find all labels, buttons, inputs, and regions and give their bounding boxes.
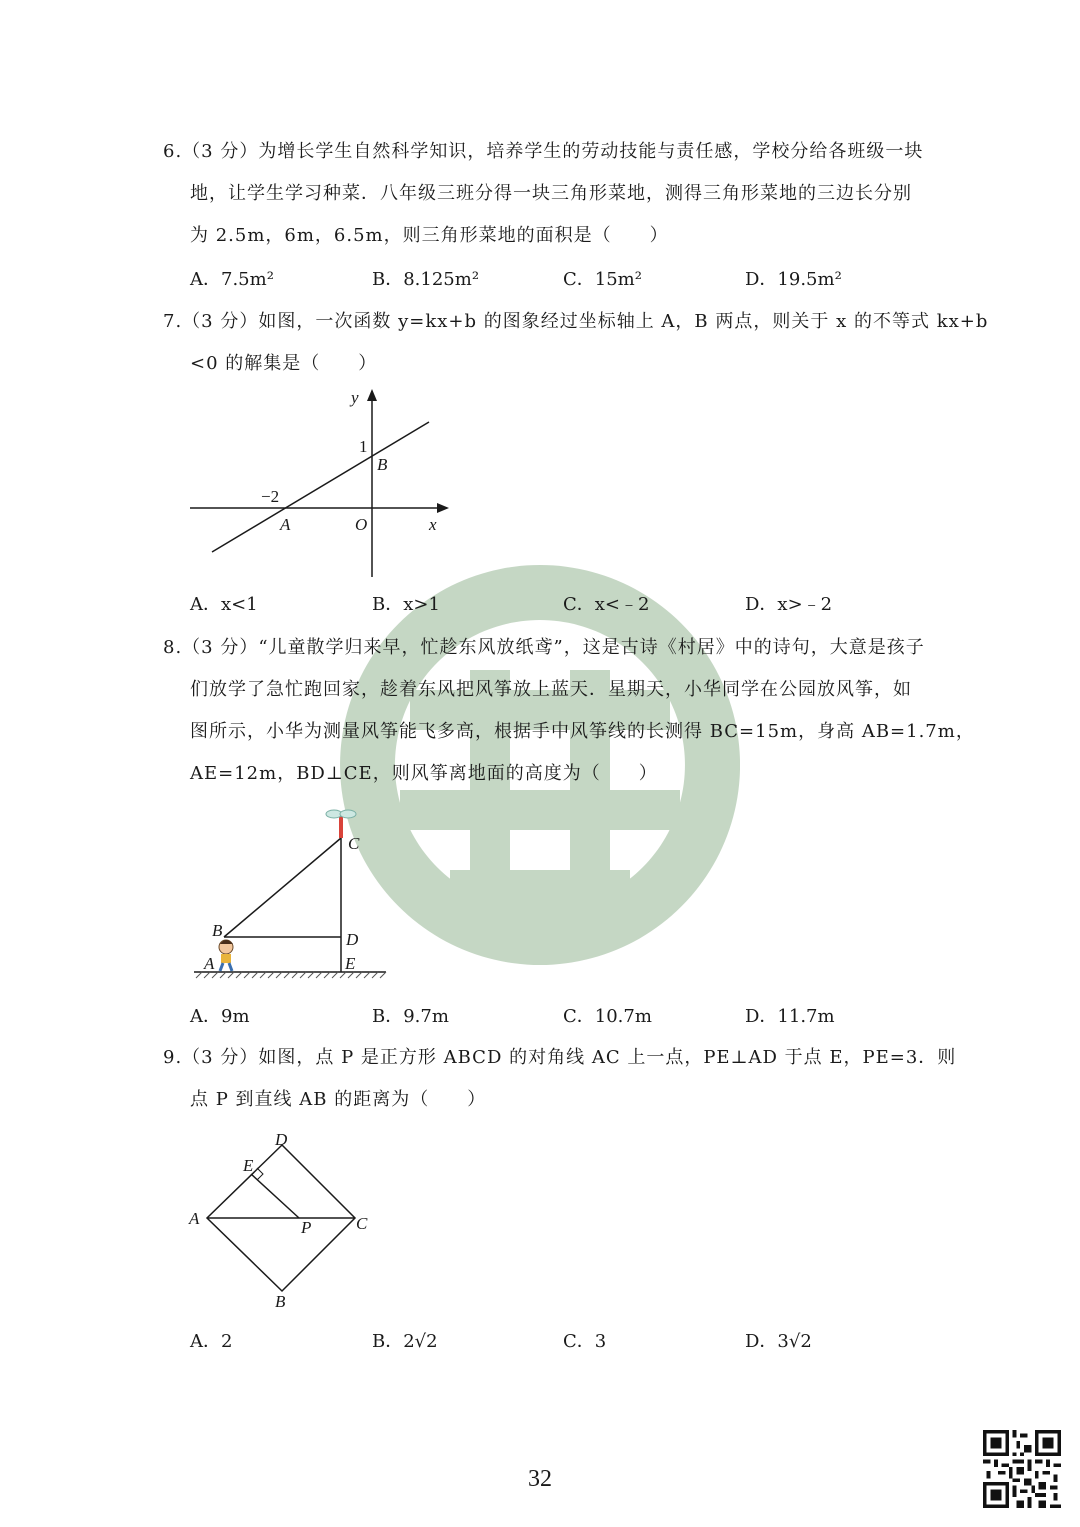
- q8-kite-figure: [188, 800, 393, 985]
- x-axis-arrow-icon: [437, 503, 449, 513]
- q6-option-a: A．7.5m²: [190, 269, 274, 290]
- q9-option-b: B．2√2: [372, 1331, 438, 1352]
- q7-line-1: 7.（3 分）如图，一次函数 y=kx+b 的图象经过坐标轴上 A，B 两点，则关于 x 的不等式 kx+b: [163, 311, 989, 332]
- q6-line-3: 为 2.5m，6m，6.5m，则三角形菜地的面积是（ ）: [190, 225, 669, 246]
- segment-bc: [224, 838, 341, 937]
- label-one: 1: [359, 437, 368, 456]
- q7-graph-figure: [185, 385, 460, 585]
- label-c: C: [348, 834, 360, 853]
- q6-line-1: 6.（3 分）为增长学生自然科学知识，培养学生的劳动技能与责任感，学校分给各班级一块: [163, 141, 924, 162]
- q9-square-figure: [185, 1125, 380, 1315]
- function-line: [212, 422, 429, 552]
- label-p: P: [301, 1218, 312, 1237]
- q9-line-2: 点 P 到直线 AB 的距离为（ ）: [190, 1089, 487, 1110]
- label-b: B: [212, 921, 223, 940]
- ground-hatch: [196, 972, 386, 978]
- q6-option-c: C．15m²: [563, 269, 642, 290]
- x-axis-label: x: [429, 515, 437, 534]
- q8-option-d: D．11.7m: [745, 1006, 835, 1027]
- q7-option-d: D．x>﹣2: [745, 594, 833, 615]
- label-c: C: [356, 1214, 368, 1233]
- q9-line-1: 9.（3 分）如图，点 P 是正方形 ABCD 的对角线 AC 上一点，PE⊥AD 于点 E，PE=3．则: [163, 1047, 957, 1068]
- segment-pe: [251, 1174, 299, 1218]
- y-axis-label: y: [351, 388, 359, 407]
- label-a: A: [189, 1209, 200, 1228]
- page-number: 32: [528, 1466, 552, 1492]
- y-axis-arrow-icon: [367, 389, 377, 401]
- child-icon: [219, 940, 233, 971]
- right-angle-mark: [257, 1168, 263, 1180]
- label-a: A: [204, 954, 215, 973]
- q6-option-d: D．19.5m²: [745, 269, 842, 290]
- q8-line-1: 8.（3 分）“儿童散学归来早，忙趁东风放纸鸢”，这是古诗《村居》中的诗句，大意是孩子: [163, 637, 925, 658]
- q8-option-c: C．10.7m: [563, 1006, 652, 1027]
- q9-option-c: C．3: [563, 1331, 607, 1352]
- q8-option-b: B．9.7m: [372, 1006, 449, 1027]
- label-b: B: [275, 1292, 286, 1311]
- label-a: A: [280, 515, 291, 534]
- label-neg2: −2: [261, 487, 280, 506]
- label-e: E: [243, 1156, 254, 1175]
- q8-line-2: 们放学了急忙跑回家，趁着东风把风筝放上蓝天．星期天，小华同学在公园放风筝，如: [190, 679, 912, 700]
- label-e: E: [345, 954, 356, 973]
- qr-code-icon: [983, 1430, 1061, 1508]
- q7-option-c: C．x<﹣2: [563, 594, 650, 615]
- q6-option-b: B．8.125m²: [372, 269, 480, 290]
- q8-line-4: AE=12m，BD⊥CE，则风筝离地面的高度为（ ）: [190, 763, 658, 784]
- q7-option-b: B．x>1: [372, 594, 440, 615]
- q9-option-d: D．3√2: [745, 1331, 812, 1352]
- q8-option-a: A．9m: [190, 1006, 250, 1027]
- q7-line-2: <0 的解集是（ ）: [190, 353, 378, 374]
- label-d: D: [275, 1130, 288, 1149]
- q6-line-2: 地，让学生学习种菜．八年级三班分得一块三角形菜地，测得三角形菜地的三边长分别: [190, 183, 912, 204]
- label-b: B: [377, 455, 388, 474]
- label-d: D: [346, 930, 359, 949]
- q8-line-3: 图所示，小华为测量风筝能飞多高，根据手中风筝线的长测得 BC=15m，身高 AB=1.7m，: [190, 721, 975, 742]
- label-o: O: [355, 515, 368, 534]
- q9-option-a: A．2: [190, 1331, 233, 1352]
- q7-option-a: A．x<1: [190, 594, 258, 615]
